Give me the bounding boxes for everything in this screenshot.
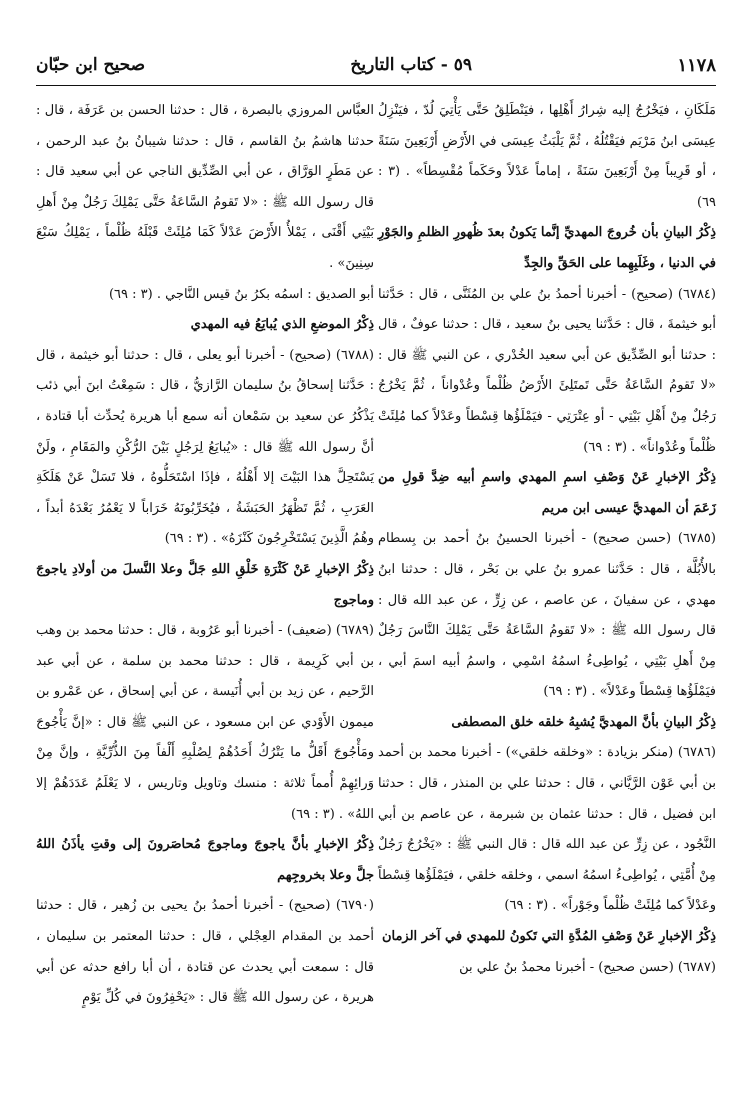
section-heading: ذِكْرُ الإخبارِ عَنْ كَثْرَةِ خَلْقِ اللهِ جَلَّ وعلا النَّسلَ من أولادِ ياجوجَ وماجوج (36, 561, 374, 608)
book-title: صحيح ابن حبّان (36, 55, 146, 75)
section-heading: ذِكْرُ البيانِ بأن خُروجَ المهديِّ إنَّما يَكونُ بعدَ ظُهورِ الظلمِ والجَوْرِ في الدنيا ، وغَلَبِهِما على الحَقِّ والجِدِّ (378, 225, 716, 271)
section-heading: ذِكْرُ الإخبارِ بأنَّ ياجوجَ وماجوجَ مُحاصَرونَ إلى وقتِ يأذَنُ اللهُ جلَّ وعلا بخروجِهم (36, 837, 374, 883)
section-heading: ذِكْرُ الإخبارِ عَنْ وَصْفِ اسمِ المهدي واسمِ أبيه ضِدَّ قولِ من زَعَمَ أن المهديَّ عيسى ابن مريم (378, 470, 716, 516)
section-heading: ذِكْرُ البيانِ بأنَّ المهديَّ يُشبِهُ خلقه خلق المصطفى (451, 714, 716, 730)
page-header (36, 48, 716, 82)
page-number: ١١٧٨ (677, 54, 716, 76)
hadith-text: العبَّاس المروزي بالبصرة ، قال : حدثنا الحسن بن عَرَفَة ، قال : حدثنا هاشمُ بنُ القاسم ، قال : حدثنا شيبانُ بنُ عبد الرحمن ، عن مَطَرٍ الوَرَّاق ، عن أبي الصِّدِّيق الناجي عن أبي سعيد قال : قال رسول الله ﷺ : «لا تَقومُ السَّاعَةُ حَتَّى يَمْلِكَ رَجُلٌ مِنْ أَهلِ بَيْتِي أَقْنَى ، يَمْلأُ الأَرْضَ عَدْلاً كَمَا مُلِئَتْ قَبْلَهُ ظُلْماً ، يَمْلِكُ سَبْعَ سِنِينَ» . (36, 103, 374, 271)
hadith-text: مَلَكَانِ ، فيَخْرُجُ إليه شِرارُ أَهْلِها ، فيَنْطَلِقُ حَتَّى يَأْتِيَ لُدّ ، فيَنْزِلُ عِيسَى ابنُ مَرْيَم فيَقْتُلُهُ ، ثُمَّ يَلْبَثُ عِيسَى في الأَرْضِ أَرْبَعِينَ سَنَةً ، أو قَرِيباً مِنْ أَرْبَعِينَ سَنَةً ، إماماً عَدْلاً وحَكَماً مُقْسِطاً» . (٣ : ٦٩) (378, 103, 716, 210)
hadith-text: (٦٧٨٥) (حسن صحيح) - أخبرنا الحسينُ بنُ أحمد بن بِسطام بالأُبُلَّة ، قال : حَدَّثنا عمرو بنُ علي بن بَحْر ، قال : حدثنا ابنُ مهدي ، عن سفيانَ ، عن عاصم ، عن زِرٍّ ، عن عبد الله قال : قال رسول الله ﷺ : «لا تَقومُ السَّاعَةُ حَتَّى يَمْلِكَ النَّاسَ رَجُلٌ مِنْ أَهلِ بَيْتِي ، يُواطِىءُ اسمُهُ اسْمِي ، واسمُ أبيه اسمَ أبي ، فيَمْلَؤُها قِسْطاً وعَدْلاً» . (٣ : ٦٩) (378, 531, 716, 700)
hadith-text: (٦٧٩٠) (صحيح) - أخبرنا أحمدُ بنُ يحيى بن زُهير ، قال : حدثنا أحمد بن المقدام العِجْلي ، قال : حدثنا المعتمر بن سليمان ، قال : سمعت أبي يحدث عن قتادة ، أن أبا رافع حدثه عن أبي هريرة ، عن رسول الله ﷺ قال : «يَحْفِرُونَ في كُلِّ يَوْمٍ (36, 898, 374, 1006)
chapter-title: ٥٩ - كتاب التاريخ (350, 55, 473, 75)
right-column (378, 96, 716, 983)
hadith-text: (٦٧٨٦) (منكر بزيادة : «وخلقه خلقي») - أخبرنا محمد بن أحمد بن أبي عَوْن الرَّيَّاني ، قال : حدثنا علي بن المنذر ، قال : حدثنا ابن فضيل ، قال : حدثنا عثمان بن شبرمة ، عن عاصم بن أبي النَّجُود ، عن زِرٍّ عن عبد الله قال : قال النبي ﷺ : «يَخْرُجُ رَجُلٌ مِنْ أُمَّتِي ، يُواطِىءُ اسمُهُ اسمي ، وخلقه خلقي ، فيَمْلَؤُها قِسْطاً وعَدْلاً كما مُلِئَتْ ظُلْماً وجَوْراً» . (٣ : ٦٩) (378, 745, 716, 914)
section-heading: ذِكْرُ الموضعِ الذي يُبايَعُ فيه المهدي (190, 317, 374, 333)
header-rule (36, 85, 716, 86)
narrator-note: أبو الصديق : اسمُه بكرُ بنُ قيس النَّاجي . (٣ : ٦٩) (108, 286, 374, 302)
hadith-text: (٦٧٨٤) (صحيح) - أخبرنا أحمدُ بنُ علي بن المُثَنَّى ، قال : حَدَّثنا أبو خيثمةَ ، قال : حَدَّثنا يحيى بنُ سعيد ، قال : حدثنا عوفٌ ، قال : حدثنا أبو الصِّدِّيق عن أبي سعيد الخُدْري ، عن النبي ﷺ قال : «لا تَقومُ السَّاعَةُ حَتَّى تَمتَلِئَ الأَرْضُ ظُلْماً وعُدْواناً ، ثُمَّ يَخْرُجُ رَجُلٌ مِنْ أَهْلِ بَيْتِي - أو عِتْرَتِي - فيَمْلَؤُها قِسْطاً وعَدْلاً كما مُلِئَتْ ظُلْماً وعُدْواناً» . (٣ : ٦٩) (378, 286, 716, 455)
hadith-text: (٦٧٨٧) (حسن صحيح) - أخبرنا محمدُ بنُ علي بن (459, 959, 716, 975)
section-heading: ذِكْرُ الإخبارِ عَنْ وَصْفِ المُدَّةِ التي تَكونُ للمهدي في آخر الزمان (381, 929, 716, 945)
hadith-text: (٦٧٨٨) (صحيح) - أخبرنا أبو يعلى ، قال : حدثنا أبو خيثمة ، قال : حَدَّثنا إسحاقُ بنُ سليمان الرَّازيُّ ، قال : سَمِعْتُ ابنَ أبي ذئب يَذْكُرُ عن سعيد بن سَمْعان أنه سمع أبا هريرة يُحدِّث أبا قتادة ، أنَّ رسول الله ﷺ قال : «يُبايَعُ لِرَجُلٍ بَيْنَ الرُّكْنِ والمَقَامِ ، ولَنْ يَسْتَحِلَّ هذا البَيْتَ إلا أَهْلُهُ ، فإذَا اسْتَحَلُّوهُ ، فلا تَسَلْ عَنْ هَلَكَةِ العَرَبِ ، ثُمَّ تَظْهَرُ الحَبَشَةُ ، فيُخَرِّبُونَهُ خَرَاباً لا يَعْمُرُ بَعْدَهُ أبداً ، وهُمُ الَّذِينَ يَسْتَخْرِجُونَ كَنْزَهُ» . (٣ : ٦٩) (36, 347, 374, 547)
left-column (36, 96, 374, 1014)
hadith-text: (٦٧٨٩) (ضعيف) - أخبرنا أبو عَرُوبة ، قال : حدثنا محمد بن وهب بن أبي كَرِيمة ، قال : حدثنا محمد بن سلمة ، عن أبي عبد الرَّحيم ، عن زيد بن أبي أُنَيسة ، عن أبي إسحاق ، عن عَمْرو بن ميمون الأَوْدي عن ابن مسعود ، عن النبي ﷺ قال : «إنَّ يَأْجُوجَ ومَأْجُوجَ أَقَلُّ ما يَتْرُكُ أَحَدُهُمْ لِصُلْبِهِ أَلْفاً مِنَ الذُّرِّيَّةِ ، وإنَّ مِنْ وَرائِهِمْ أُمماً ثلاثة : منسك وتاويل وتاريس ، لا يَعْلَمُ عَدَدَهُمْ إلا اللهُ» . (٣ : ٦٩) (36, 623, 374, 822)
